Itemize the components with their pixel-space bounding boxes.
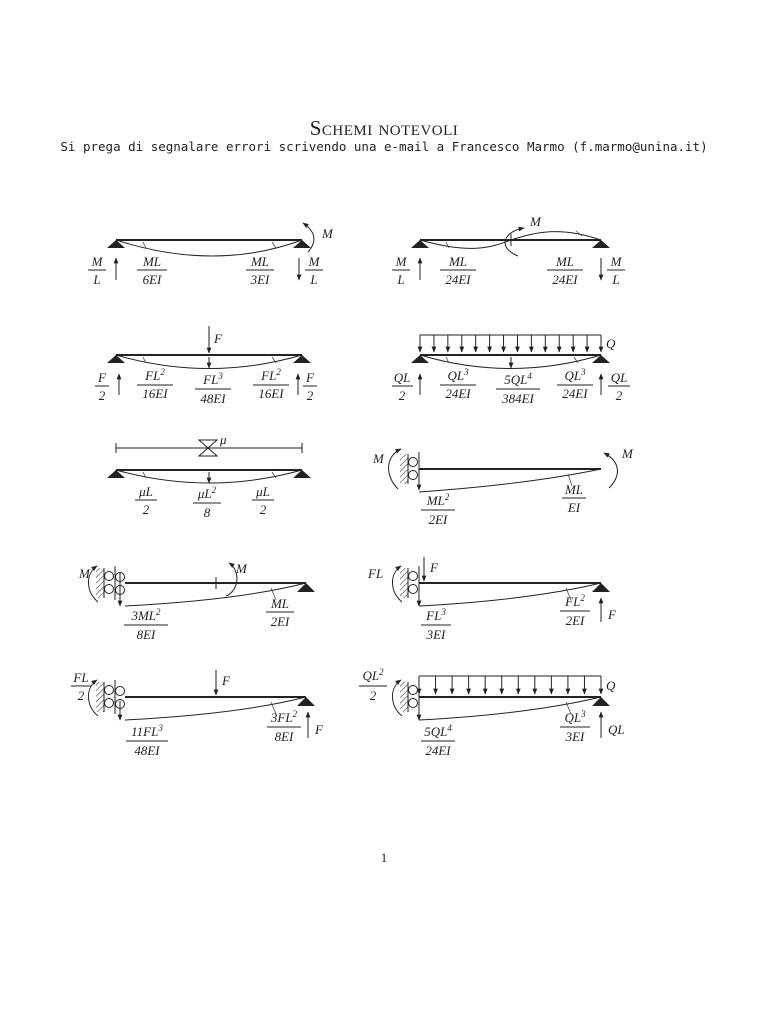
svg-text:16EI: 16EI <box>258 386 284 401</box>
svg-text:24EI: 24EI <box>552 272 578 287</box>
svg-text:L: L <box>310 272 318 287</box>
frac-defl-left <box>421 607 451 642</box>
svg-text:QL2: $QL^2$ <box>362 667 384 683</box>
svg-text:8EI: 8EI <box>274 729 294 744</box>
svg-text:μL2: $\mu L^2$ <box>197 485 217 501</box>
frac-moment-left <box>359 667 387 703</box>
load-label: M <box>236 561 247 576</box>
svg-text:ML: ML <box>555 254 575 269</box>
frac-rot-left <box>137 254 167 287</box>
svg-text:3EI: 3EI <box>250 272 270 287</box>
frac-defl-left <box>126 723 168 758</box>
clamp-hatch <box>400 682 408 712</box>
scheme-5 <box>107 432 311 520</box>
svg-text:5QL4: $5QL^4$ <box>424 723 452 739</box>
clamp-hatch <box>400 454 408 484</box>
frac-rot-right <box>562 482 586 515</box>
scheme-3 <box>95 326 317 406</box>
svg-text:ML: ML <box>142 254 162 269</box>
svg-text:EI: EI <box>567 500 581 515</box>
svg-text:L: L <box>93 272 101 287</box>
roller-circle <box>105 699 114 708</box>
roller-support <box>293 355 311 363</box>
svg-text:F: F <box>98 370 106 385</box>
load-label: F <box>430 560 438 575</box>
pin-support <box>411 355 429 363</box>
svg-text:2EI: 2EI <box>428 512 448 527</box>
clamp-hatch <box>400 568 408 598</box>
roller-circle <box>105 686 114 695</box>
svg-text:ML2: $ML^2$ <box>426 492 450 508</box>
svg-text:2: 2 <box>398 388 406 403</box>
scheme-7 <box>78 561 315 642</box>
svg-text:FL2: $FL^2$ <box>565 593 585 609</box>
roller-circle <box>409 572 418 581</box>
svg-text:24EI: 24EI <box>445 386 471 401</box>
svg-text:2: 2 <box>142 502 150 517</box>
svg-text:QL: QL <box>393 370 411 385</box>
svg-text:FL3: $FL^3$ <box>203 371 223 387</box>
svg-text:QL3: $QL^3$ <box>564 367 586 383</box>
page-title: Schemi notevoli <box>309 116 459 140</box>
pin-support <box>107 355 125 363</box>
roller-circle <box>409 686 418 695</box>
frac-react-right <box>607 254 625 287</box>
svg-text:24EI: 24EI <box>445 272 471 287</box>
load-label: M <box>530 214 541 229</box>
svg-text:16EI: 16EI <box>142 386 168 401</box>
svg-text:2EI: 2EI <box>565 613 585 628</box>
svg-text:μL: μL <box>256 484 270 499</box>
scheme-2 <box>392 214 625 287</box>
svg-text:3ML2: $3ML^2$ <box>131 607 161 623</box>
moment-left-label: FL <box>368 566 384 581</box>
frac-rot-right <box>266 596 294 629</box>
rotation-tick <box>446 242 449 248</box>
svg-text:48EI: 48EI <box>200 391 226 406</box>
svg-text:8EI: 8EI <box>136 627 156 642</box>
svg-text:FL3: $FL^3$ <box>426 607 446 623</box>
roller-circle <box>116 687 125 696</box>
moment-arrow <box>505 228 524 256</box>
roller-circle <box>409 699 418 708</box>
svg-text:2: 2 <box>259 502 267 517</box>
svg-text:QL: QL <box>610 370 628 385</box>
frac-deflection <box>195 371 231 406</box>
distributed-load-arrows <box>420 335 601 352</box>
svg-text:2: 2 <box>98 388 106 403</box>
frac-rot-right <box>547 254 583 287</box>
scheme-1 <box>88 223 334 287</box>
svg-text:6EI: 6EI <box>142 272 162 287</box>
frac-defl-left <box>421 492 455 527</box>
frac-react-left <box>95 370 109 403</box>
frac-rot-right <box>557 367 593 401</box>
roller-circle <box>105 585 114 594</box>
svg-text:384EI: 384EI <box>502 391 534 406</box>
roller-support <box>592 355 610 363</box>
svg-text:11FL3: $11FL^3$ <box>131 723 163 739</box>
frac-react-right <box>303 370 317 403</box>
svg-text:μL: μL <box>139 484 153 499</box>
svg-text:ML: ML <box>448 254 468 269</box>
svg-text:ML: ML <box>250 254 270 269</box>
svg-text:ML: ML <box>270 596 290 611</box>
frac-rot-left <box>440 367 476 401</box>
distributed-load-arrows <box>419 676 601 694</box>
svg-text:M: M <box>610 254 622 269</box>
frac-defl-left <box>124 607 168 642</box>
svg-text:3EI: 3EI <box>565 729 585 744</box>
frac-rot-right <box>253 367 289 401</box>
svg-text:QL3: $QL^3$ <box>564 709 586 725</box>
svg-text:5QL4: $5QL^4$ <box>504 371 532 387</box>
frac-rot-right <box>560 593 590 628</box>
scheme-4 <box>392 335 630 406</box>
svg-text:M: M <box>395 254 407 269</box>
svg-text:M: M <box>308 254 320 269</box>
svg-text:24EI: 24EI <box>562 386 588 401</box>
frac-react-right <box>608 370 630 403</box>
scheme-6 <box>372 446 634 527</box>
svg-text:F: F <box>306 370 314 385</box>
frac-react-left <box>88 254 106 287</box>
scheme-8 <box>367 557 617 642</box>
roller-circle <box>409 585 418 594</box>
page-number: 1 <box>380 850 388 865</box>
frac-deflection <box>193 485 221 520</box>
svg-text:3FL2: $3FL^2$ <box>270 709 298 725</box>
frac-deflection <box>496 371 540 406</box>
rotation-tick <box>272 242 276 248</box>
moment-arrow-right <box>604 453 617 488</box>
load-label: μ <box>220 432 227 447</box>
load-label: M <box>622 446 633 461</box>
svg-text:2: 2 <box>615 388 623 403</box>
reaction-right-label: QL <box>608 722 625 737</box>
load-label: Q <box>606 678 616 693</box>
svg-text:3EI: 3EI <box>426 627 446 642</box>
frac-rot-left <box>135 484 157 517</box>
page-subtitle: Si prega di segnalare errori scrivendo una e-mail a Francesco Marmo (f.marmo@unina.it) <box>60 139 708 154</box>
svg-text:FL: FL <box>73 670 89 685</box>
scheme-10 <box>359 667 625 758</box>
moment-left-label: M <box>79 566 90 581</box>
reaction-right-label: F <box>315 722 323 737</box>
frac-rot-right <box>560 709 590 744</box>
frac-rot-right <box>267 709 301 744</box>
roller-circle <box>409 458 418 467</box>
reaction-right-label: F <box>608 607 616 622</box>
scheme-9 <box>71 670 324 758</box>
frac-rot-left <box>137 367 173 401</box>
frac-rot-left <box>440 254 476 287</box>
moment-arrow-left <box>389 449 401 489</box>
rotation-tick <box>143 242 146 248</box>
load-label: F <box>222 673 230 688</box>
load-label: M <box>322 226 333 241</box>
frac-rot-right <box>246 254 274 287</box>
load-label: F <box>214 331 222 346</box>
roller-circle <box>105 572 114 581</box>
moment-left-label: M <box>373 451 384 466</box>
roller-circle <box>409 471 418 480</box>
svg-text:FL2: $FL^2$ <box>261 367 281 383</box>
svg-text:2: 2 <box>369 688 377 703</box>
svg-text:L: L <box>397 272 405 287</box>
roller-support <box>592 240 610 248</box>
svg-text:2: 2 <box>306 388 314 403</box>
pin-support <box>107 240 125 248</box>
clamp-hatch <box>96 568 104 598</box>
frac-react-left <box>392 254 410 287</box>
svg-text:2: 2 <box>77 688 85 703</box>
load-label: Q <box>606 336 616 351</box>
frac-react-left <box>392 370 413 403</box>
svg-text:24EI: 24EI <box>425 743 451 758</box>
roller-support <box>293 240 311 248</box>
frac-moment-left <box>71 670 91 703</box>
svg-text:L: L <box>612 272 620 287</box>
svg-text:8: 8 <box>203 505 211 520</box>
svg-text:ML: ML <box>564 482 584 497</box>
frac-rot-right <box>252 484 274 517</box>
frac-defl-left <box>421 723 455 758</box>
svg-text:FL2: $FL^2$ <box>145 367 165 383</box>
svg-text:2EI: 2EI <box>270 614 290 629</box>
svg-text:M: M <box>91 254 103 269</box>
svg-text:QL3: $QL^3$ <box>447 367 469 383</box>
clamp-hatch <box>96 682 104 712</box>
svg-text:48EI: 48EI <box>134 743 160 758</box>
frac-react-right <box>305 254 323 287</box>
